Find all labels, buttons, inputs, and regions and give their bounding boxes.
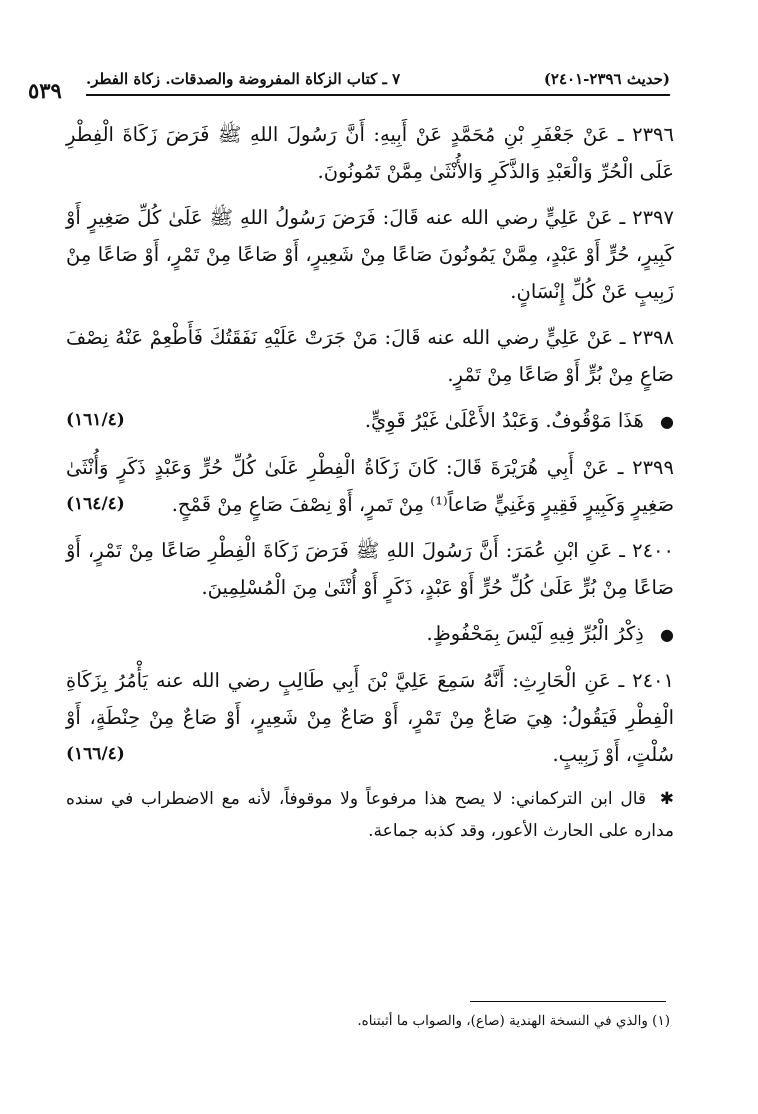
source-reference: (١٦٦/٤): [66, 744, 125, 764]
hadith-text: ـ عَنْ أَبِي هُرَيْرَةَ قَالَ: كَانَ زَكَاةُ الْفِطْرِ عَلَىٰ كُلِّ حُرٍّ وَعَبْدٍ ذَكَرٍ وَأُنْثَىٰ صَغِيرٍ وَكَبِيرٍ فَقِيرٍ وَغَنِيٍّ صَاعاً⁽¹⁾ مِنْ تَمرٍ، أَوْ نِصْفَ صَاعٍ مِنْ قَمْحٍ.: [66, 456, 674, 516]
footnote: (١) والذي في النسخة الهندية (صاع)، والصواب ما أثبتناه.: [357, 1013, 670, 1029]
grading-note-1: [66, 402, 674, 440]
hadith-2398: [66, 319, 674, 393]
hadith-text: ـ عَنِ ابْنِ عُمَرَ: أَنَّ رَسُولَ اللهِ ﷺ فَرَضَ زَكَاةَ الْفِطْرِ صَاعًا مِنْ تَمْرٍ، أَوْ صَاعًا مِنْ بُرٍّ عَلَىٰ كُلِّ حُرٍّ أَوْ عَبْدٍ، ذَكَرٍ أَوْ أُنْثَىٰ مِنَ الْمُسْلِمِينَ.: [66, 539, 674, 599]
hadith-text: ـ عَنْ جَعْفَرِ بْنِ مُحَمَّدٍ عَنْ أَبِيهِ: أَنَّ رَسُولَ اللهِ ﷺ فَرَضَ زَكَاةَ الْفِطْرِ عَلَى الْحُرِّ وَالْعَبْدِ وَالذَّكَرِ وَالأُنْثَىٰ مِمَّنْ تَمُونُونَ.: [66, 123, 674, 183]
page-number: ٥٣٩: [28, 78, 62, 103]
hadith-number: ٢٣٩٧: [632, 206, 674, 229]
bullet-icon: ●: [660, 412, 674, 431]
grading-note-2: [66, 615, 674, 653]
running-header: [86, 64, 670, 96]
bullet-icon: ●: [660, 625, 674, 644]
hadith-2400: [66, 532, 674, 606]
page-body: [66, 116, 674, 864]
hadith-number: ٢٣٩٦: [632, 123, 674, 146]
hadith-2399: [66, 449, 674, 523]
hadith-range: (حديث ٢٣٩٦-٢٤٠١): [543, 70, 670, 88]
hadith-number: ٢٤٠٠: [632, 539, 675, 562]
note-text: هَذَا مَوْقُوفٌ. وَعَبْدُ الأَعْلَىٰ غَيْرُ قَوِيٍّ.: [364, 409, 644, 432]
hadith-number: ٢٤٠١: [632, 669, 675, 692]
hadith-2396: [66, 116, 674, 190]
hadith-text: ـ عَنْ عَلِيٍّ رضي الله عنه قَالَ: مَنْ جَرَتْ عَلَيْهِ نَفَقَتُكَ فَأَطْعِمْ عَنْهُ نِصْفَ صَاعٍ مِنْ بُرٍّ أَوْ صَاعًا مِنْ تَمْرٍ.: [66, 326, 674, 386]
hadith-2401: [66, 662, 674, 773]
note-text: ذِكْرُ الْبُرِّ فِيهِ لَيْسَ بِمَحْفُوظٍ.: [426, 622, 644, 645]
hadith-2397: [66, 199, 674, 310]
hadith-text: ـ عَنِ الْحَارِثِ: أَنَّهُ سَمِعَ عَلِيَّ بْنَ أَبِي طَالِبٍ رضي الله عنه يَأْمُرُ بِزَكَاةِ الْفِطْرِ فَيَقُولُ: هِيَ صَاعٌ مِنْ تَمْرٍ، أَوْ صَاعٌ مِنْ شَعِيرٍ، أَوْ صَاعٌ مِنْ حِنْطَةٍ، أَوْ سُلْتٍ، أَوْ زَبِيبٍ.: [66, 669, 674, 766]
commentary: [66, 783, 674, 847]
footnote-divider: [470, 1001, 666, 1002]
chapter-title: ٧ ـ كتاب الزكاة المفروضة والصدقات. زكاة الفطر.: [86, 70, 401, 88]
commentary-text: قال ابن التركماني: لا يصح هذا مرفوعاً ولا موقوفاً، لأنه مع الاضطراب في سنده مداره على الحارث الأعور، وقد كذبه جماعة.: [66, 789, 674, 841]
source-reference: (١٦١/٤): [66, 410, 125, 430]
asterisk-icon: ✱: [659, 789, 674, 809]
source-reference: (١٦٤/٤): [66, 494, 125, 514]
hadith-text: ـ عَنْ عَلِيٍّ رضي الله عنه قَالَ: فَرَضَ رَسُولُ اللهِ ﷺ عَلَىٰ كُلِّ صَغِيرٍ أَوْ كَبِيرٍ، حُرٍّ أَوْ عَبْدٍ، مِمَّنْ يَمُونُونَ صَاعًا مِنْ شَعِيرٍ، أَوْ صَاعًا مِنْ تَمْرٍ، أَوْ صَاعًا مِنْ زَبِيبٍ عَنْ كُلِّ إِنْسَانٍ.: [66, 206, 674, 303]
hadith-number: ٢٣٩٩: [632, 456, 674, 479]
hadith-number: ٢٣٩٨: [632, 326, 674, 349]
